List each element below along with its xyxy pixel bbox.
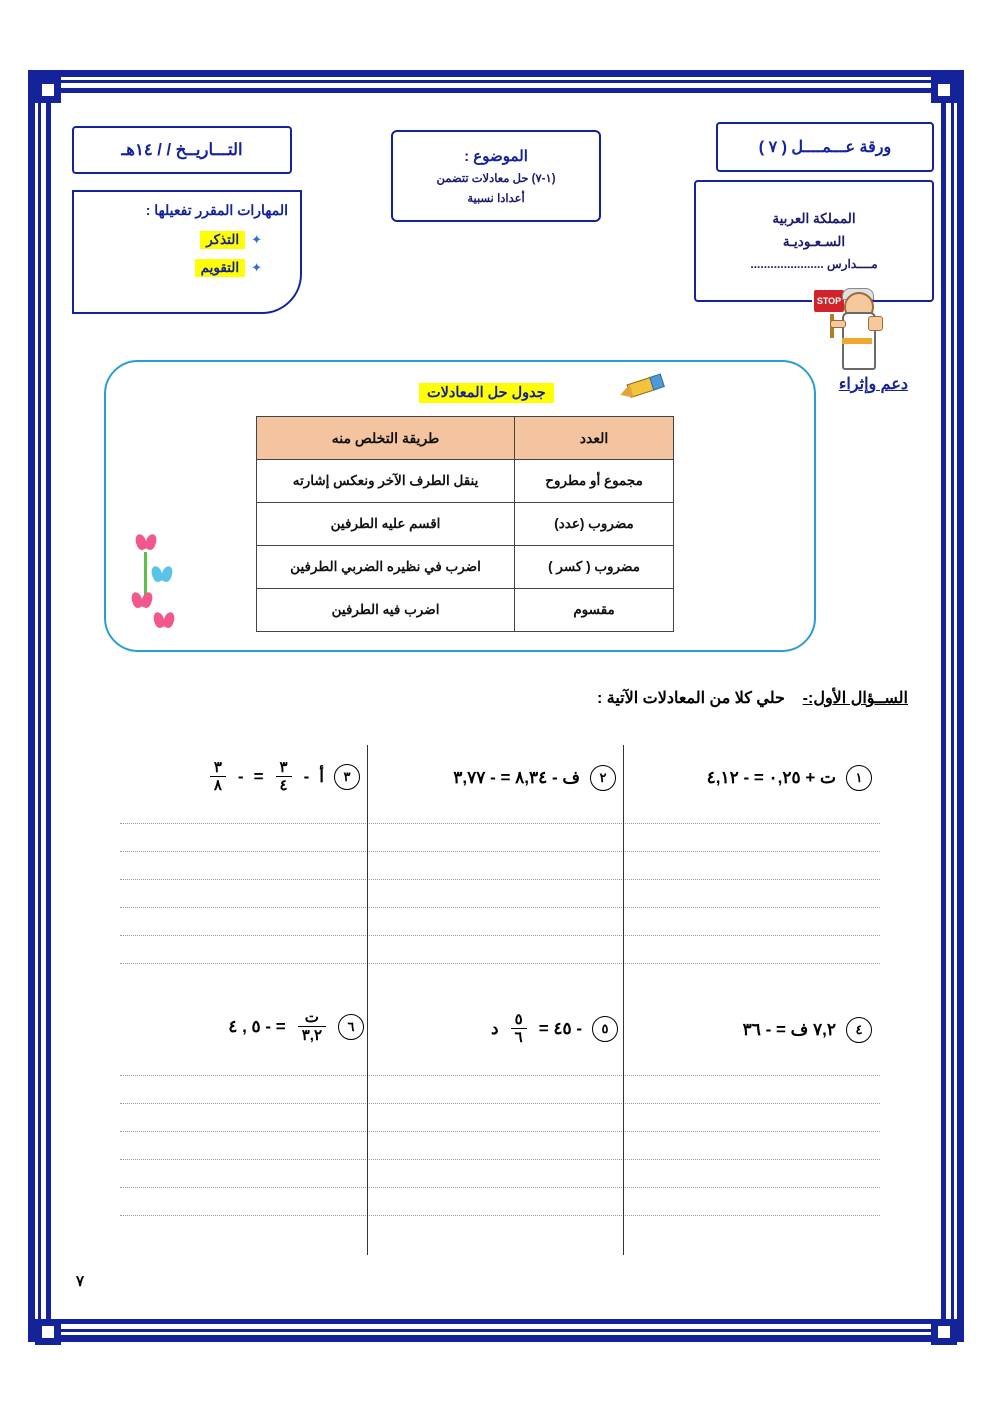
column-header-method: طريقة التخلص منه: [257, 417, 515, 460]
equations-table-title: جدول حل المعادلات: [419, 383, 554, 403]
minus-sign: -: [303, 766, 310, 786]
corner-ornament-bottom-right: [931, 1319, 957, 1345]
school-name-field: مــــدارس ......................: [750, 257, 878, 271]
table-header-row: [257, 417, 674, 460]
question-number: ١: [846, 765, 872, 791]
question-equation-lead: - ٤٥ =: [538, 1018, 582, 1038]
fraction-three-quarters: [276, 759, 292, 795]
page-number: ٧: [76, 1273, 85, 1290]
minus-sign: -: [237, 766, 244, 786]
answer-writing-area[interactable]: [120, 745, 880, 1265]
question-equation-part: أ: [319, 766, 324, 786]
skill-label-2: التقويم: [195, 259, 245, 277]
question-number: ٥: [592, 1016, 618, 1042]
date-label: التـــاريــخ / / ١٤هـ: [121, 141, 243, 159]
cell-method: اضرب في نظيره الضربي الطرفين: [257, 546, 515, 589]
table-row: [257, 503, 674, 546]
question-number: ٤: [846, 1017, 872, 1043]
corner-ornament-bottom-left: [35, 1319, 61, 1345]
kingdom-line-2: السـعـوديـة: [782, 234, 846, 249]
bullet-icon: ✦: [251, 260, 262, 275]
kingdom-line-1: المملكة العربية: [772, 211, 856, 226]
question-item-1: [707, 765, 872, 791]
table-row: [257, 589, 674, 632]
question-one-label: الســؤال الأول:-: [802, 690, 908, 707]
skills-title: المهارات المقرر تفعيلها :: [145, 202, 288, 218]
question-number: ٣: [334, 764, 360, 790]
cell-method: اقسم عليه الطرفين: [257, 503, 515, 546]
fraction-denominator: ٤: [276, 776, 292, 794]
butterfly-icon: [136, 534, 158, 552]
butterfly-icon: [152, 566, 174, 584]
skill-label-1: التذكر: [200, 231, 245, 249]
fraction-denominator: ٦: [511, 1028, 527, 1046]
question-item-6: [228, 1009, 364, 1045]
question-item-3: [208, 759, 360, 795]
question-item-5: [491, 1011, 618, 1047]
fraction-denominator: ٨: [210, 776, 226, 794]
cell-number: مقسوم: [515, 589, 674, 632]
fraction-three-eighths: [210, 759, 226, 795]
fraction-denominator: ٣,٢: [298, 1026, 326, 1044]
column-header-number: العدد: [515, 417, 674, 460]
support-section-label: دعم وإثراء: [838, 376, 908, 393]
cell-number: مضروب ( كسر ): [515, 546, 674, 589]
corner-ornament-top-right: [931, 77, 957, 103]
question-equation: ف - ٨,٣٤ = - ٣,٧٧: [453, 768, 580, 787]
butterfly-icon: [132, 592, 154, 610]
fraction-numerator: ت: [304, 1009, 319, 1026]
mascot-belt: [842, 338, 872, 344]
worksheet-title: ورقة عـــمــــل ( ٧ ): [758, 139, 892, 156]
cell-method: اضرب فيه الطرفين: [257, 589, 515, 632]
table-row: [257, 546, 674, 589]
cell-number: مضروب (عدد): [515, 503, 674, 546]
mascot-left-arm: [830, 320, 846, 328]
cell-method: ينقل الطرف الآخر ونعكس إشارته: [257, 460, 515, 503]
subject-line-2: أعدادا نسبية: [467, 193, 525, 205]
subject-line-1: (١-٧) حل معادلات تتضمن: [436, 173, 556, 185]
mascot-illustration: [806, 286, 898, 374]
question-one-text: حلي كلا من المعادلات الآتية :: [596, 690, 785, 707]
subject-box: [391, 130, 601, 222]
cell-number: مجموع أو مطروح: [515, 460, 674, 503]
question-number: ٢: [590, 765, 616, 791]
fraction-numerator: ٣: [279, 759, 288, 776]
date-box: [72, 126, 292, 174]
fraction-t-over-three-point-two: [298, 1009, 326, 1045]
question-variable: د: [491, 1018, 499, 1038]
question-equation: ٧,٢ ف = - ٣٦: [742, 1020, 836, 1039]
column-divider-right: [623, 745, 624, 1255]
column-divider-left: [367, 745, 368, 1255]
worksheet-title-box: [716, 122, 934, 172]
question-item-2: [453, 765, 616, 791]
corner-ornament-top-left: [35, 77, 61, 103]
mascot-right-hand: [868, 316, 883, 331]
table-row: [257, 460, 674, 503]
equations-method-table: [256, 416, 674, 632]
subject-label: الموضوع :: [464, 148, 528, 165]
question-equation: ت + ٠,٢٥ = - ٤,١٢: [706, 768, 836, 787]
question-one-heading: [597, 688, 908, 708]
butterflies-decoration: [128, 530, 192, 640]
question-number: ٦: [338, 1014, 364, 1040]
pencil-icon: [620, 372, 664, 406]
fraction-numerator: ٥: [514, 1011, 523, 1028]
bullet-icon: ✦: [251, 232, 262, 247]
skills-box: [72, 190, 302, 314]
skill-item-1: [86, 231, 288, 249]
equals-sign: =: [253, 766, 264, 786]
question-item-4: [743, 1017, 872, 1043]
fraction-five-sixths: [511, 1011, 527, 1047]
butterfly-icon: [154, 612, 176, 630]
stop-sign-icon: STOP: [812, 288, 846, 314]
question-equation-rest: = - ٥ , ٤: [228, 1016, 286, 1036]
fraction-numerator: ٣: [213, 759, 222, 776]
kingdom-info-box: [694, 180, 934, 302]
skill-item-2: [86, 259, 288, 277]
